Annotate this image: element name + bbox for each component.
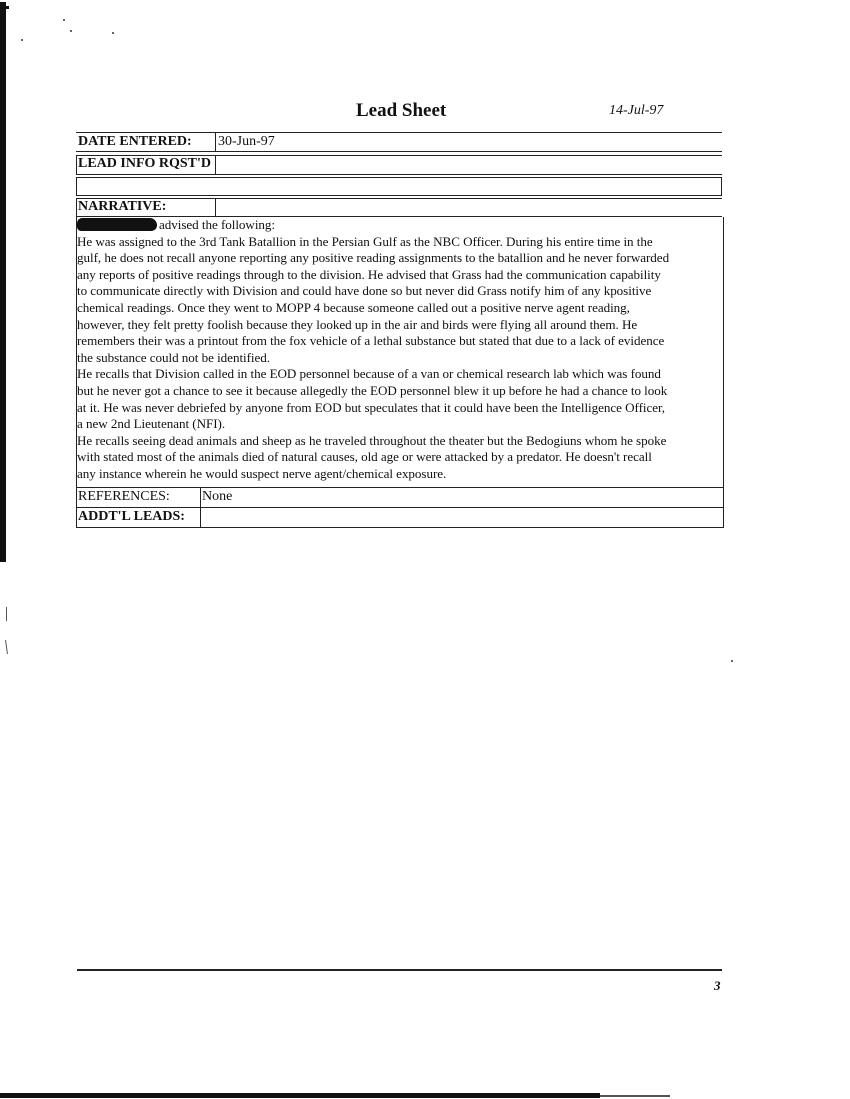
form-rule	[76, 487, 77, 527]
form-rule	[215, 132, 216, 152]
narrative-line: He recalls seeing dead animals and sheep as he traveled throughout the theater but the Bedogiuns whom he spoke	[77, 432, 667, 448]
scan-speck	[63, 19, 65, 21]
narrative-line: any reports of positive readings through to the division. He advised that Grass had the communication capability	[77, 266, 661, 282]
narrative-intro-line	[76, 217, 721, 234]
narrative-line: chemical readings. Once they went to MOPP 4 because someone called out a positive nerve agent reading,	[77, 299, 630, 315]
date-entered-label: DATE ENTERED:	[78, 134, 192, 149]
scan-streak	[6, 607, 7, 621]
scan-bottom-edge	[600, 1095, 670, 1097]
addtl-leads-label: ADDT'L LEADS:	[78, 509, 185, 524]
scan-edge-tick	[0, 6, 9, 9]
narrative-intro: advised the following:	[159, 217, 275, 232]
header-date: 14-Jul-97	[609, 103, 664, 118]
narrative-line: any instance wherein he would suspect nerve agent/chemical exposure.	[77, 465, 447, 481]
form-rule	[721, 177, 722, 196]
narrative-text	[76, 217, 721, 483]
scan-speck	[21, 39, 23, 41]
form-rule	[723, 217, 724, 487]
form-rule	[76, 155, 77, 175]
form-rule	[76, 151, 722, 152]
narrative-line: at it. He was never debriefed by anyone from EOD but speculates that it could have been the Intelligence Officer,	[77, 399, 666, 415]
date-entered-value: 30-Jun-97	[218, 134, 275, 149]
narrative-line: remembers their was a printout from the fox vehicle of a lethal substance but stated that due to a lack of evidence	[77, 333, 665, 349]
narrative-line: with stated most of the animals died of natural causes, old age or were attacked by a predator. He doesn't recall	[77, 449, 652, 465]
form-rule	[76, 195, 722, 196]
form-rule	[76, 174, 722, 175]
form-rule	[76, 527, 724, 528]
scan-speck	[731, 660, 733, 662]
page-title: Lead Sheet	[356, 100, 447, 121]
scan-edge-artifact	[0, 2, 6, 562]
narrative-line: a new 2nd Lieutenant (NFI).	[77, 416, 226, 432]
narrative-label: NARRATIVE:	[78, 199, 167, 214]
scan-speck	[112, 32, 114, 34]
form-rule	[723, 487, 724, 527]
redaction-mark	[77, 218, 157, 231]
scan-streak	[5, 640, 8, 654]
form-rule	[215, 155, 216, 175]
scan-speck	[70, 30, 72, 32]
form-rule	[76, 198, 722, 199]
narrative-line: He was assigned to the 3rd Tank Batallion in the Persian Gulf as the NBC Officer. During his entire time in the	[77, 233, 653, 249]
form-rule	[76, 507, 724, 508]
lead-info-label: LEAD INFO RQST'D	[78, 156, 212, 171]
footer-rule	[77, 969, 722, 971]
form-rule	[76, 198, 77, 217]
form-rule	[76, 487, 724, 488]
narrative-line: He recalls that Division called in the EOD personnel because of a van or chemical research lab which was found	[77, 366, 661, 382]
form-rule	[215, 198, 216, 217]
form-rule	[76, 132, 722, 133]
scan-bottom-edge	[0, 1093, 600, 1098]
narrative-line: but he never got a chance to see it because allegedly the EOD personnel blew it up before he had a chance to look	[77, 382, 668, 398]
form-rule	[200, 487, 201, 527]
narrative-line: to communicate directly with Division and could have done so but never did Grass notify him of any kpositive	[77, 283, 652, 299]
references-value: None	[202, 489, 233, 504]
form-rule	[76, 177, 722, 178]
narrative-line: gulf, he does not recall anyone reporting any positive reading assignments to the batallion and he never forwarded	[77, 250, 670, 266]
page-number: 3	[714, 978, 721, 993]
references-label: REFERENCES:	[78, 489, 170, 504]
narrative-line: the substance could not be identified.	[77, 349, 270, 365]
form-rule	[76, 177, 77, 196]
narrative-line: however, they felt pretty foolish because they looked up in the air and birds were flying all around them. He	[77, 316, 638, 332]
